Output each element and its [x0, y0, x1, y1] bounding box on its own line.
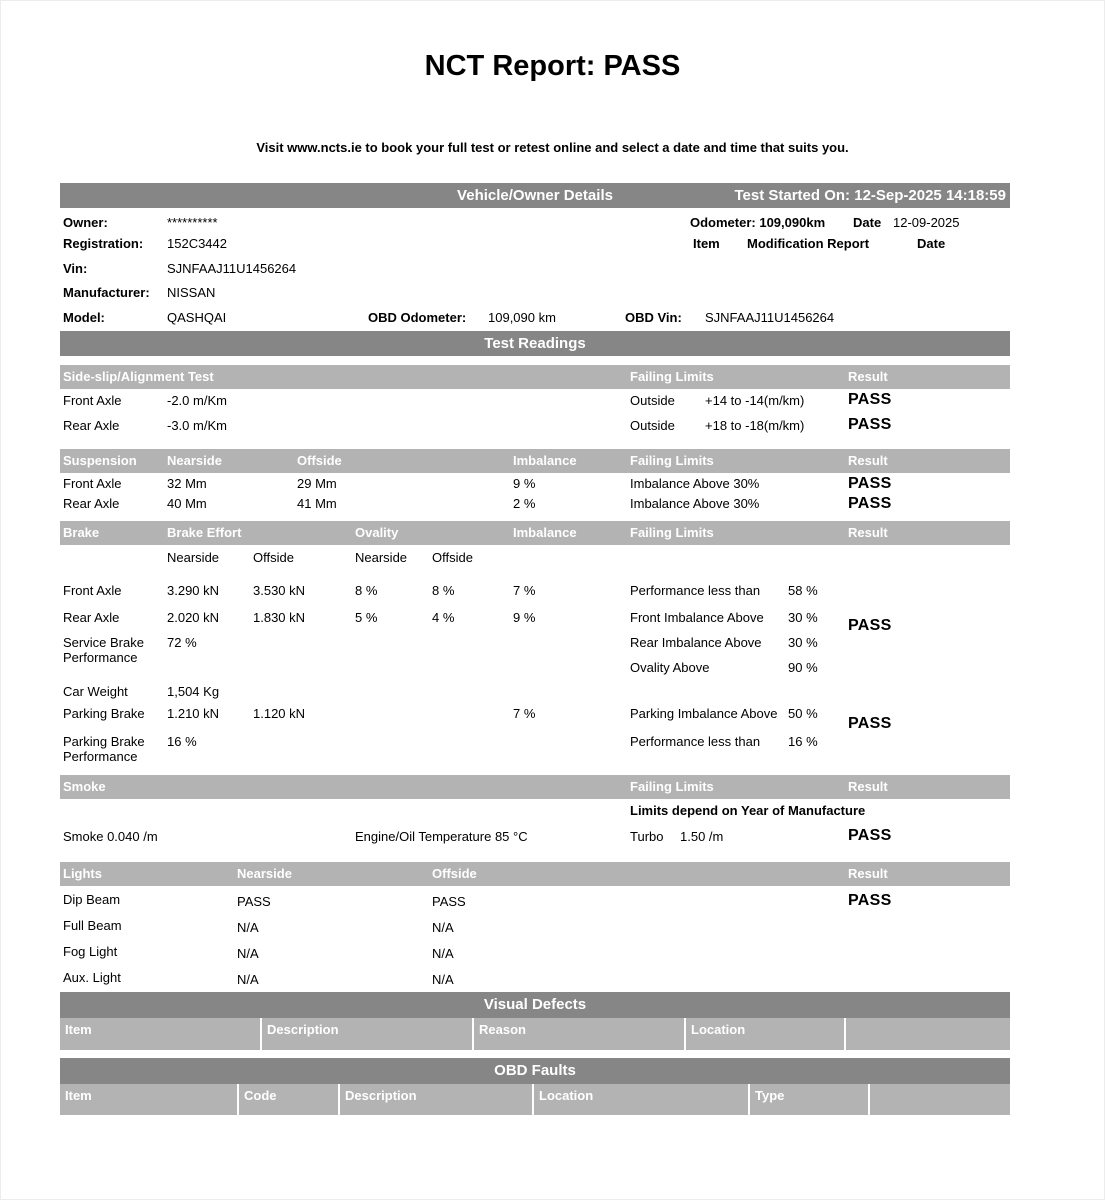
lights-row-label: Fog Light	[63, 944, 118, 959]
lights-row-nearside: N/A	[237, 972, 259, 987]
sideslip-row-label: Rear Axle	[63, 418, 120, 433]
model-value: QASHQAI	[167, 310, 227, 325]
parking-perf-label: Parking Brake Performance	[63, 734, 145, 764]
sideslip-row-result: PASS	[848, 391, 892, 408]
brake-rear-fail-value: 30 %	[788, 610, 818, 625]
parking-perf-fail-value: 16 %	[788, 734, 818, 749]
sideslip-row-failtype: Outside	[630, 418, 675, 433]
suspension-row-imbalance: 2 %	[513, 496, 536, 511]
lights-nearside-label: Nearside	[237, 866, 292, 881]
obd-faults-columns	[60, 1084, 1010, 1115]
smoke-result: PASS	[848, 827, 892, 844]
brake-rear-imbalance: 9 %	[513, 610, 536, 625]
parking-brake-result: PASS	[848, 715, 892, 732]
vin-label: Vin:	[63, 261, 88, 276]
vehicle-owner-title: Vehicle/Owner Details	[457, 187, 613, 204]
brake-service-fail-text: Rear Imbalance Above	[630, 635, 762, 650]
brake-front-ovality-ns: 8 %	[355, 583, 378, 598]
brake-ovality-fail-value: 90 %	[788, 660, 818, 675]
test-readings-header-bar: Test Readings	[60, 331, 1010, 356]
smoke-rows	[60, 799, 1010, 861]
brake-front-fail-value: 58 %	[788, 583, 818, 598]
brake-service-fail-value: 30 %	[788, 635, 818, 650]
booking-note: Visit www.ncts.ie to book your full test or retest online and select a date and time that suits you.	[256, 140, 849, 155]
owner-value: **********	[167, 215, 218, 230]
lights-row-nearside: N/A	[237, 946, 259, 961]
date-value: 12-09-2025	[893, 215, 960, 230]
brake-rear-effort-ns: 2.020 kN	[167, 610, 220, 625]
brake-rows	[60, 545, 1010, 773]
sideslip-failing-limits-label: Failing Limits	[630, 369, 714, 384]
brake-title: Brake	[63, 525, 100, 540]
lights-rows	[60, 886, 1010, 992]
brake-front-imbalance: 7 %	[513, 583, 536, 598]
brake-rear-effort-os: 1.830 kN	[253, 610, 306, 625]
brake-service-result: PASS	[848, 617, 892, 634]
lights-row-offside: PASS	[432, 894, 466, 909]
visual-defects-header-bar: Visual Defects	[60, 992, 1010, 1018]
model-label: Model:	[63, 310, 105, 325]
lights-offside-label: Offside	[432, 866, 477, 881]
brake-sub-nearside: Nearside	[167, 550, 220, 565]
obd-odometer-value: 109,090 km	[488, 310, 556, 325]
lights-row-label: Full Beam	[63, 918, 122, 933]
brake-ovality-fail-text: Ovality Above	[630, 660, 710, 675]
vd-col-location: Location	[686, 1018, 844, 1050]
lights-row-nearside: PASS	[237, 894, 271, 909]
obd-col-type: Type	[750, 1084, 868, 1115]
sideslip-row-value: -2.0 m/Km	[167, 393, 227, 408]
obd-vin-value: SJNFAAJ11U1456264	[705, 310, 835, 325]
date2-label: Date	[917, 236, 946, 251]
brake-sub-nearside2: Nearside	[355, 550, 408, 565]
vehicle-details	[60, 208, 1010, 331]
smoke-failing-limits-label: Failing Limits	[630, 779, 714, 794]
obd-vin-label: OBD Vin:	[625, 310, 682, 325]
brake-front-ovality-os: 8 %	[432, 583, 455, 598]
brake-sub-offside2: Offside	[432, 550, 473, 565]
suspension-title: Suspension	[63, 453, 137, 468]
suspension-row-fail: Imbalance Above 30%	[630, 476, 760, 491]
lights-row-nearside: N/A	[237, 920, 259, 935]
car-weight-value: 1,504 Kg	[167, 684, 220, 699]
manufacturer-label: Manufacturer:	[63, 285, 150, 300]
odometer-text: Odometer: 109,090km	[690, 215, 826, 230]
brake-rear-fail-text: Front Imbalance Above	[630, 610, 764, 625]
lights-row-offside: N/A	[432, 920, 454, 935]
turbo-value: 1.50 /m	[680, 829, 724, 844]
smoke-value: Smoke 0.040 /m	[63, 829, 158, 844]
parking-brake-imbalance: 7 %	[513, 706, 536, 721]
smoke-title: Smoke	[63, 779, 106, 794]
parking-brake-effort-ns: 1.210 kN	[167, 706, 220, 721]
sideslip-row-result: PASS	[848, 416, 892, 433]
sideslip-row-faillimit: +18 to -18(m/km)	[705, 418, 805, 433]
lights-result-label: Result	[848, 866, 888, 881]
suspension-offside-label: Offside	[297, 453, 342, 468]
suspension-row-result: PASS	[848, 495, 892, 512]
registration-label: Registration:	[63, 236, 144, 251]
vehicle-owner-header-bar	[60, 183, 1010, 208]
brake-front-label: Front Axle	[63, 583, 122, 598]
sideslip-row-label: Front Axle	[63, 393, 122, 408]
sideslip-rows	[60, 389, 1010, 445]
suspension-row-label: Front Axle	[63, 476, 122, 491]
smoke-result-label: Result	[848, 779, 888, 794]
owner-label: Owner:	[63, 215, 108, 230]
visual-defects-columns	[60, 1018, 1010, 1050]
parking-brake-fail-value: 50 %	[788, 706, 818, 721]
suspension-imbalance-label: Imbalance	[513, 453, 577, 468]
lights-row-offside: N/A	[432, 946, 454, 961]
sideslip-row-value: -3.0 m/Km	[167, 418, 227, 433]
brake-imbalance-label: Imbalance	[513, 525, 577, 540]
registration-value: 152C3442	[167, 236, 227, 251]
test-started-on: Test Started On: 12-Sep-2025 14:18:59	[734, 187, 1006, 204]
lights-row-offside: N/A	[432, 972, 454, 987]
brake-front-effort-os: 3.530 kN	[253, 583, 306, 598]
brake-subheader	[60, 521, 1010, 545]
suspension-row-fail: Imbalance Above 30%	[630, 496, 760, 511]
brake-front-effort-ns: 3.290 kN	[167, 583, 220, 598]
vd-col-description: Description	[262, 1018, 472, 1050]
lights-title: Lights	[63, 866, 102, 881]
suspension-row-imbalance: 9 %	[513, 476, 536, 491]
brake-ovality-label: Ovality	[355, 525, 399, 540]
parking-perf-value: 16 %	[167, 734, 197, 749]
obd-odometer-label: OBD Odometer:	[368, 310, 467, 325]
smoke-limits-note: Limits depend on Year of Manufacture	[630, 803, 866, 818]
sideslip-row-faillimit: +14 to -14(m/km)	[705, 393, 805, 408]
brake-sub-offside: Offside	[253, 550, 294, 565]
sideslip-subheader	[60, 365, 1010, 389]
suspension-row-offside: 41 Mm	[297, 496, 337, 511]
smoke-subheader	[60, 775, 1010, 799]
date-label: Date	[853, 215, 882, 230]
manufacturer-value: NISSAN	[167, 285, 216, 300]
vin-value: SJNFAAJ11U1456264	[167, 261, 297, 276]
brake-failing-limits-label: Failing Limits	[630, 525, 714, 540]
obd-col-item: Item	[60, 1084, 237, 1115]
suspension-nearside-label: Nearside	[167, 453, 222, 468]
page-title: NCT Report: PASS	[424, 50, 681, 82]
obd-col-code: Code	[239, 1084, 338, 1115]
parking-brake-effort-os: 1.120 kN	[253, 706, 306, 721]
brake-rear-ovality-ns: 5 %	[355, 610, 378, 625]
sideslip-title: Side-slip/Alignment Test	[63, 369, 214, 384]
modification-report-label: Modification Report	[747, 236, 870, 251]
suspension-row-offside: 29 Mm	[297, 476, 337, 491]
car-weight-label: Car Weight	[63, 684, 128, 699]
brake-service-label: Service Brake Performance	[63, 635, 144, 665]
lights-subheader	[60, 862, 1010, 886]
suspension-failing-limits-label: Failing Limits	[630, 453, 714, 468]
turbo-label: Turbo	[630, 829, 664, 844]
vd-col-blank	[846, 1018, 1010, 1050]
item-label: Item	[693, 236, 720, 251]
suspension-row-label: Rear Axle	[63, 496, 120, 511]
suspension-result-label: Result	[848, 453, 888, 468]
suspension-row-nearside: 40 Mm	[167, 496, 207, 511]
parking-brake-label: Parking Brake	[63, 706, 145, 721]
parking-brake-fail-text: Parking Imbalance Above	[630, 706, 778, 721]
lights-row-label: Dip Beam	[63, 892, 121, 907]
obd-col-blank	[870, 1084, 1010, 1115]
brake-result-label: Result	[848, 525, 888, 540]
engine-oil-temperature: Engine/Oil Temperature 85 °C	[355, 829, 528, 844]
obd-col-description: Description	[340, 1084, 532, 1115]
sideslip-row-failtype: Outside	[630, 393, 675, 408]
obd-faults-header-bar: OBD Faults	[60, 1058, 1010, 1084]
suspension-rows	[60, 473, 1010, 521]
brake-rear-ovality-os: 4 %	[432, 610, 455, 625]
vd-col-reason: Reason	[474, 1018, 684, 1050]
brake-front-fail-text: Performance less than	[630, 583, 761, 598]
lights-result: PASS	[848, 892, 892, 909]
brake-service-value: 72 %	[167, 635, 197, 650]
parking-perf-fail-text: Performance less than	[630, 734, 761, 749]
sideslip-result-label: Result	[848, 369, 888, 384]
brake-effort-label: Brake Effort	[167, 525, 242, 540]
vd-col-item: Item	[60, 1018, 260, 1050]
suspension-row-nearside: 32 Mm	[167, 476, 207, 491]
brake-rear-label: Rear Axle	[63, 610, 120, 625]
lights-row-label: Aux. Light	[63, 970, 121, 985]
suspension-subheader	[60, 449, 1010, 473]
suspension-row-result: PASS	[848, 475, 892, 492]
obd-col-location: Location	[534, 1084, 748, 1115]
